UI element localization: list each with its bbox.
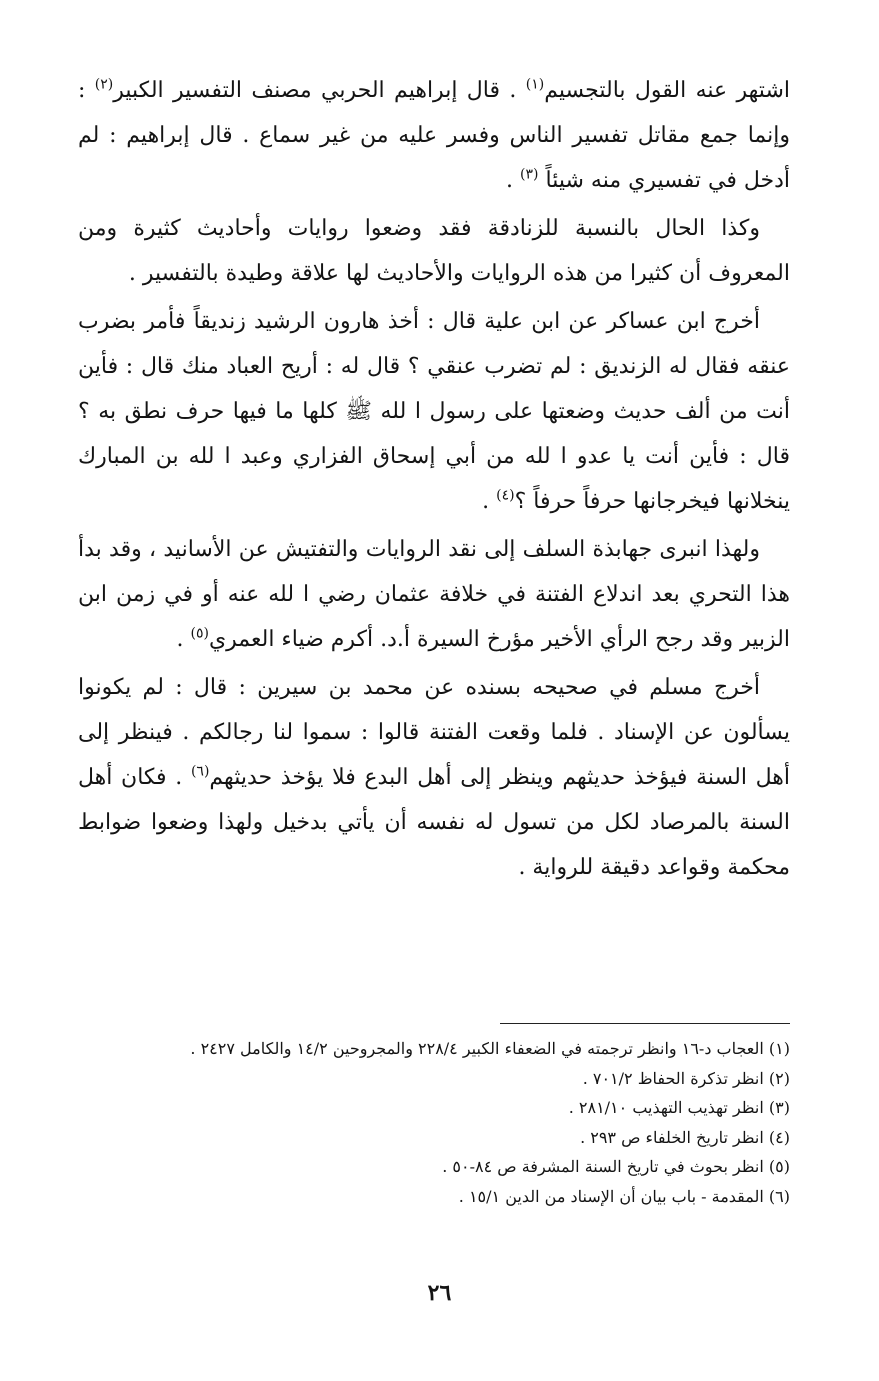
footnote-reference: (٦): [190, 763, 210, 780]
footnote: (٤) انظر تاريخ الخلفاء ص ٢٩٣ .: [580, 1127, 790, 1147]
footnote: (٥) انظر بحوث في تاريخ السنة المشرفة ص ٨٤-٥٠ .: [442, 1157, 790, 1176]
paragraph-text: ولهذا انبرى جهابذة السلف إلى نقد الروايات والتفتيش عن الأسانيد ، وقد بدأ هذا التحري بعد اندلاع الفتنة في خلافة عثمان رضي ا لله عنه أو في زمن ابن الزبير وقد رجح الرأي الأخير مؤرخ السيرة أ.د. أكرم ضياء العمري: [78, 537, 790, 652]
paragraph-text: .: [506, 168, 521, 193]
paragraph: [78, 68, 790, 203]
page-number: ٢٦: [427, 1280, 452, 1306]
page-body: [78, 68, 790, 893]
footnote: (٢) انظر تذكرة الحفاظ ٧٠١/٢ .: [582, 1068, 790, 1088]
footnote: (٦) المقدمة - باب بيان أن الإسناد من الدين ١٥/١ .: [458, 1186, 790, 1206]
paragraph-text: أخرج مسلم في صحيحه بسنده عن محمد بن سيرين : قال : لم يكونوا يسألون عن الإسناد . فلما وقعت الفتنة قالوا : سموا لنا رجالكم . فينظر إلى أهل السنة فيؤخذ حديثهم وينظر إلى أهل البدع فلا يؤخذ حديثهم: [78, 675, 790, 790]
paragraph: [78, 299, 790, 524]
paragraph-text: : وإنما جمع مقاتل تفسير الناس وفسر عليه من غير سماع . قال إبراهيم : لم أدخل في تفسيري منه شيئاً: [78, 78, 790, 193]
footnote-reference: (٣): [520, 166, 539, 183]
paragraph: [78, 206, 790, 296]
footnote-reference: (٥): [190, 625, 209, 642]
footnote-divider: [500, 1023, 790, 1024]
footnote: (٣) انظر تهذيب التهذيب ٢٨١/١٠ .: [568, 1098, 790, 1117]
paragraph: [78, 527, 790, 662]
paragraph-text: وكذا الحال بالنسبة للزنادقة فقد وضعوا روايات وأحاديث كثيرة ومن المعروف أن كثيرا من هذه الروايات والأحاديث لها علاقة وطيدة بالتفسير .: [78, 216, 790, 286]
paragraph-text: .: [482, 489, 497, 514]
main-text: [78, 68, 790, 890]
paragraph-text: أخرج ابن عساكر عن ابن علية قال : أخذ هارون الرشيد زنديقاً فأمر بضرب عنقه فقال له الزنديق : لم تضرب عنقي ؟ قال له : أريح العباد منك قال : فأين أنت من ألف حديث وضعتها على رسول ا لله ﷺ كلها ما فيها حرف نطق به ؟ قال : فأين أنت يا عدو ا لله من أبي إسحاق الفزاري وعبد ا لله بن المبارك ينخلانها فيخرجانها حرفاً حرفاً ؟: [78, 309, 790, 514]
paragraph-text: .: [176, 627, 191, 652]
footnote-reference: (٢): [94, 76, 114, 93]
paragraph-text: . فكان أهل السنة بالمرصاد لكل من تسول له نفسه أن يأتي بدخيل ولهذا وضعوا ضوابط محكمة وقواعد دقيقة للرواية .: [78, 765, 790, 880]
footnotes-list: [78, 1034, 790, 1211]
paragraph-text: اشتهر عنه القول بالتجسيم: [544, 78, 790, 103]
paragraph: [78, 665, 790, 890]
paragraph-text: . قال إبراهيم الحربي مصنف التفسير الكبير: [113, 78, 526, 103]
footnote-reference: (٤): [496, 487, 515, 504]
footnote-reference: (١): [525, 76, 545, 93]
footnote: (١) العجاب د-١٦ وانظر ترجمته في الضعفاء الكبير ٢٢٨/٤ والمجروحين ١٤/٢ والكامل ٢٤٢٧ .: [190, 1039, 790, 1058]
